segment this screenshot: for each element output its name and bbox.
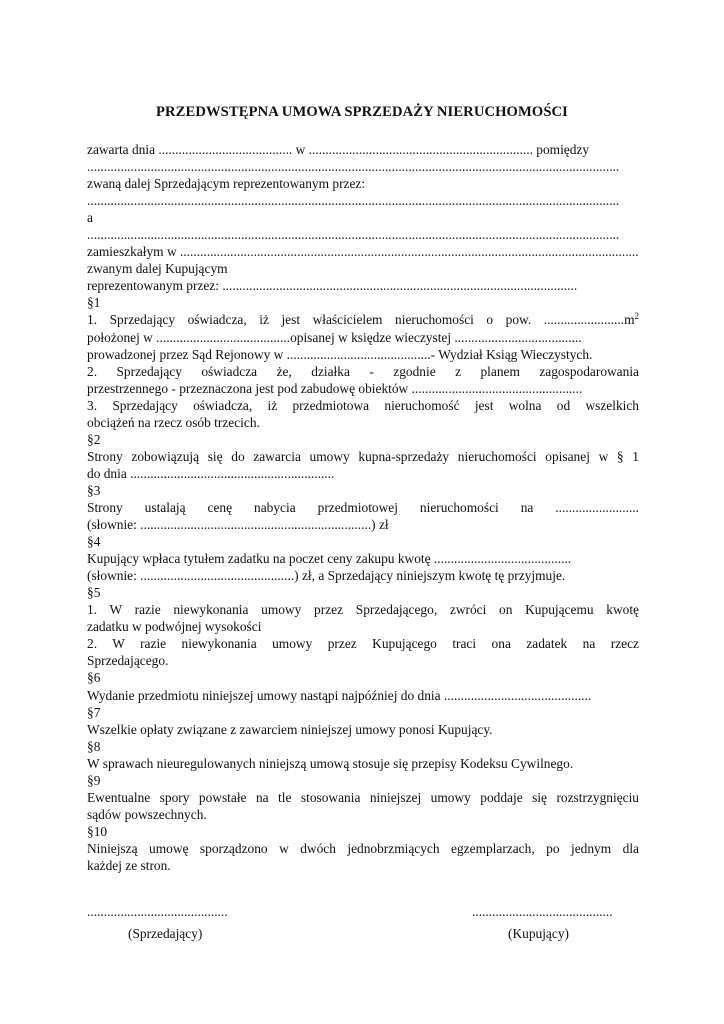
document-title: PRZEDWSTĘPNA UMOWA SPRZEDAŻY NIERUCHOMOŚCI <box>156 104 568 120</box>
document-line <box>87 363 639 380</box>
document-line <box>87 175 639 192</box>
document-line <box>87 840 639 857</box>
line-text: §4 <box>87 534 101 550</box>
document-line <box>87 243 639 260</box>
line-text: 1. Sprzedający oświadcza, iż jest właścicielem nieruchomości o pow. ........................m <box>87 312 635 328</box>
line-text: §1 <box>87 295 101 311</box>
line-text: zadatku w podwójnej wysokości <box>87 619 262 635</box>
line-text: §10 <box>87 823 108 839</box>
unit-superscript: 2 <box>634 311 639 322</box>
line-text: ............................................................................................................................................................... <box>87 227 620 243</box>
line-text: §7 <box>87 704 101 720</box>
line-text: Sprzedającego. <box>87 653 169 669</box>
document-line <box>87 260 639 277</box>
document-line <box>87 431 639 448</box>
document-line <box>87 652 639 669</box>
line-text: Wszelkie opłaty związane z zawarciem niniejszej umowy ponosi Kupujący. <box>87 721 493 737</box>
document-line <box>87 789 639 806</box>
line-text: (słownie: ..............................................) zł, a Sprzedający niniejszym kwotę tę przyjmuje. <box>87 568 566 584</box>
line-text: sądów powszechnych. <box>87 806 207 822</box>
document-line <box>87 311 639 328</box>
line-text: Kupujący wpłaca tytułem zadatku na poczet ceny zakupu kwotę ......................................... <box>87 551 572 567</box>
line-text: zawarta dnia ........................................ w ................................................................... pomiędzy <box>87 142 590 157</box>
document-line <box>87 397 639 414</box>
line-text: położonej w ........................................opisanej w księdze wieczystej ...................................... <box>87 329 582 345</box>
line-text: 1. W razie niewykonania umowy przez Sprzedającego, zwróci on Kupującemu kwotę <box>87 602 639 618</box>
document-line <box>87 294 639 311</box>
blank-fill-line <box>87 226 639 243</box>
line-text: zwanym dalej Kupującym <box>87 261 228 277</box>
line-text: każdej ze stron. <box>87 857 171 873</box>
buyer-signature-label: (Kupujący) <box>508 926 569 942</box>
document-body <box>87 141 639 874</box>
line-text: ............................................................................................................................................................... <box>87 159 620 175</box>
line-text: Ewentualne spory powstałe na tle stosowania niniejszej umowy poddaje się rozstrzygnięciu <box>87 789 639 805</box>
line-text: W sprawach nieuregulowanych niniejszą umową stosuje się przepisy Kodeksu Cywilnego. <box>87 755 574 771</box>
line-text: §6 <box>87 670 101 686</box>
line-text: §9 <box>87 772 101 788</box>
line-text: §2 <box>87 431 101 447</box>
buyer-signature-line: .......................................... <box>472 904 613 919</box>
line-text: Strony zobowiązują się do zawarcia umowy kupna-sprzedaży nieruchomości opisanej w § 1 <box>87 448 639 464</box>
document-line <box>87 380 639 397</box>
document-line <box>87 635 639 652</box>
document-line <box>87 499 639 516</box>
document-line <box>87 465 639 482</box>
line-text: 2. W razie niewykonania umowy przez Kupującego traci ona zadatek na rzecz <box>87 636 639 652</box>
document-line <box>87 346 639 363</box>
document-line <box>87 482 639 499</box>
line-text: zwaną dalej Sprzedającym reprezentowanym przez: <box>87 176 366 192</box>
blank-fill-line <box>87 192 639 209</box>
buyer-signature-block <box>472 903 613 942</box>
line-text: §3 <box>87 482 101 498</box>
line-text: obciążeń na rzecz osób trzecich. <box>87 414 260 430</box>
seller-signature-block <box>87 903 228 942</box>
document-line <box>87 601 639 618</box>
blank-fill-line <box>87 158 639 175</box>
line-text: do dnia ............................................................. <box>87 465 335 481</box>
document-line <box>87 806 639 823</box>
line-text: Strony ustalają cenę nabycia przedmiotowej nieruchomości na ......................... <box>87 499 639 515</box>
line-text: 2. Sprzedający oświadcza że, działka - zgodnie z planem zagospodarowania <box>87 363 639 379</box>
document-line <box>87 721 639 738</box>
document-line <box>87 516 639 533</box>
line-text: 3. Sprzedający oświadcza, iż przedmiotowa nieruchomość jest wolna od wszelkich <box>87 397 639 413</box>
document-line <box>87 329 639 346</box>
document-line <box>87 533 639 550</box>
line-text: §5 <box>87 585 101 601</box>
document-line <box>87 141 639 158</box>
line-text: Niniejszą umowę sporządzono w dwóch jednobrzmiących egzemplarzach, po jednym dla <box>87 840 639 856</box>
document-line <box>87 567 639 584</box>
line-text: §8 <box>87 738 101 754</box>
line-text: zamieszkałym w ......................................................................................................................................... <box>87 244 639 260</box>
seller-signature-label: (Sprzedający) <box>128 926 203 942</box>
document-line <box>87 704 639 721</box>
document-line <box>87 772 639 789</box>
line-text: ............................................................................................................................................................... <box>87 193 620 209</box>
line-text: Wydanie przedmiotu niniejszej umowy nastąpi najpóźniej do dnia ............................................ <box>87 687 592 703</box>
document-line <box>87 687 639 704</box>
document-line <box>87 755 639 772</box>
seller-signature-line: .......................................... <box>87 904 228 919</box>
document-line <box>87 550 639 567</box>
line-text: prowadzonej przez Sąd Rejonowy w ...........................................- Wydział Ksiąg Wieczystych. <box>87 346 593 362</box>
line-text: a <box>87 210 93 226</box>
document-line <box>87 448 639 465</box>
document-line <box>87 738 639 755</box>
document-line <box>87 669 639 686</box>
document-line <box>87 618 639 635</box>
line-text: (słownie: .....................................................................) zł <box>87 517 389 533</box>
document-line <box>87 823 639 840</box>
document-line <box>87 209 639 226</box>
line-text: przestrzennego - przeznaczona jest pod zabudowę obiektów ................................................... <box>87 380 583 396</box>
document-line <box>87 414 639 431</box>
document-line <box>87 857 639 874</box>
document-line <box>87 277 639 294</box>
line-text: reprezentowanym przez: .......................................................................................................... <box>87 278 578 294</box>
document-line <box>87 584 639 601</box>
